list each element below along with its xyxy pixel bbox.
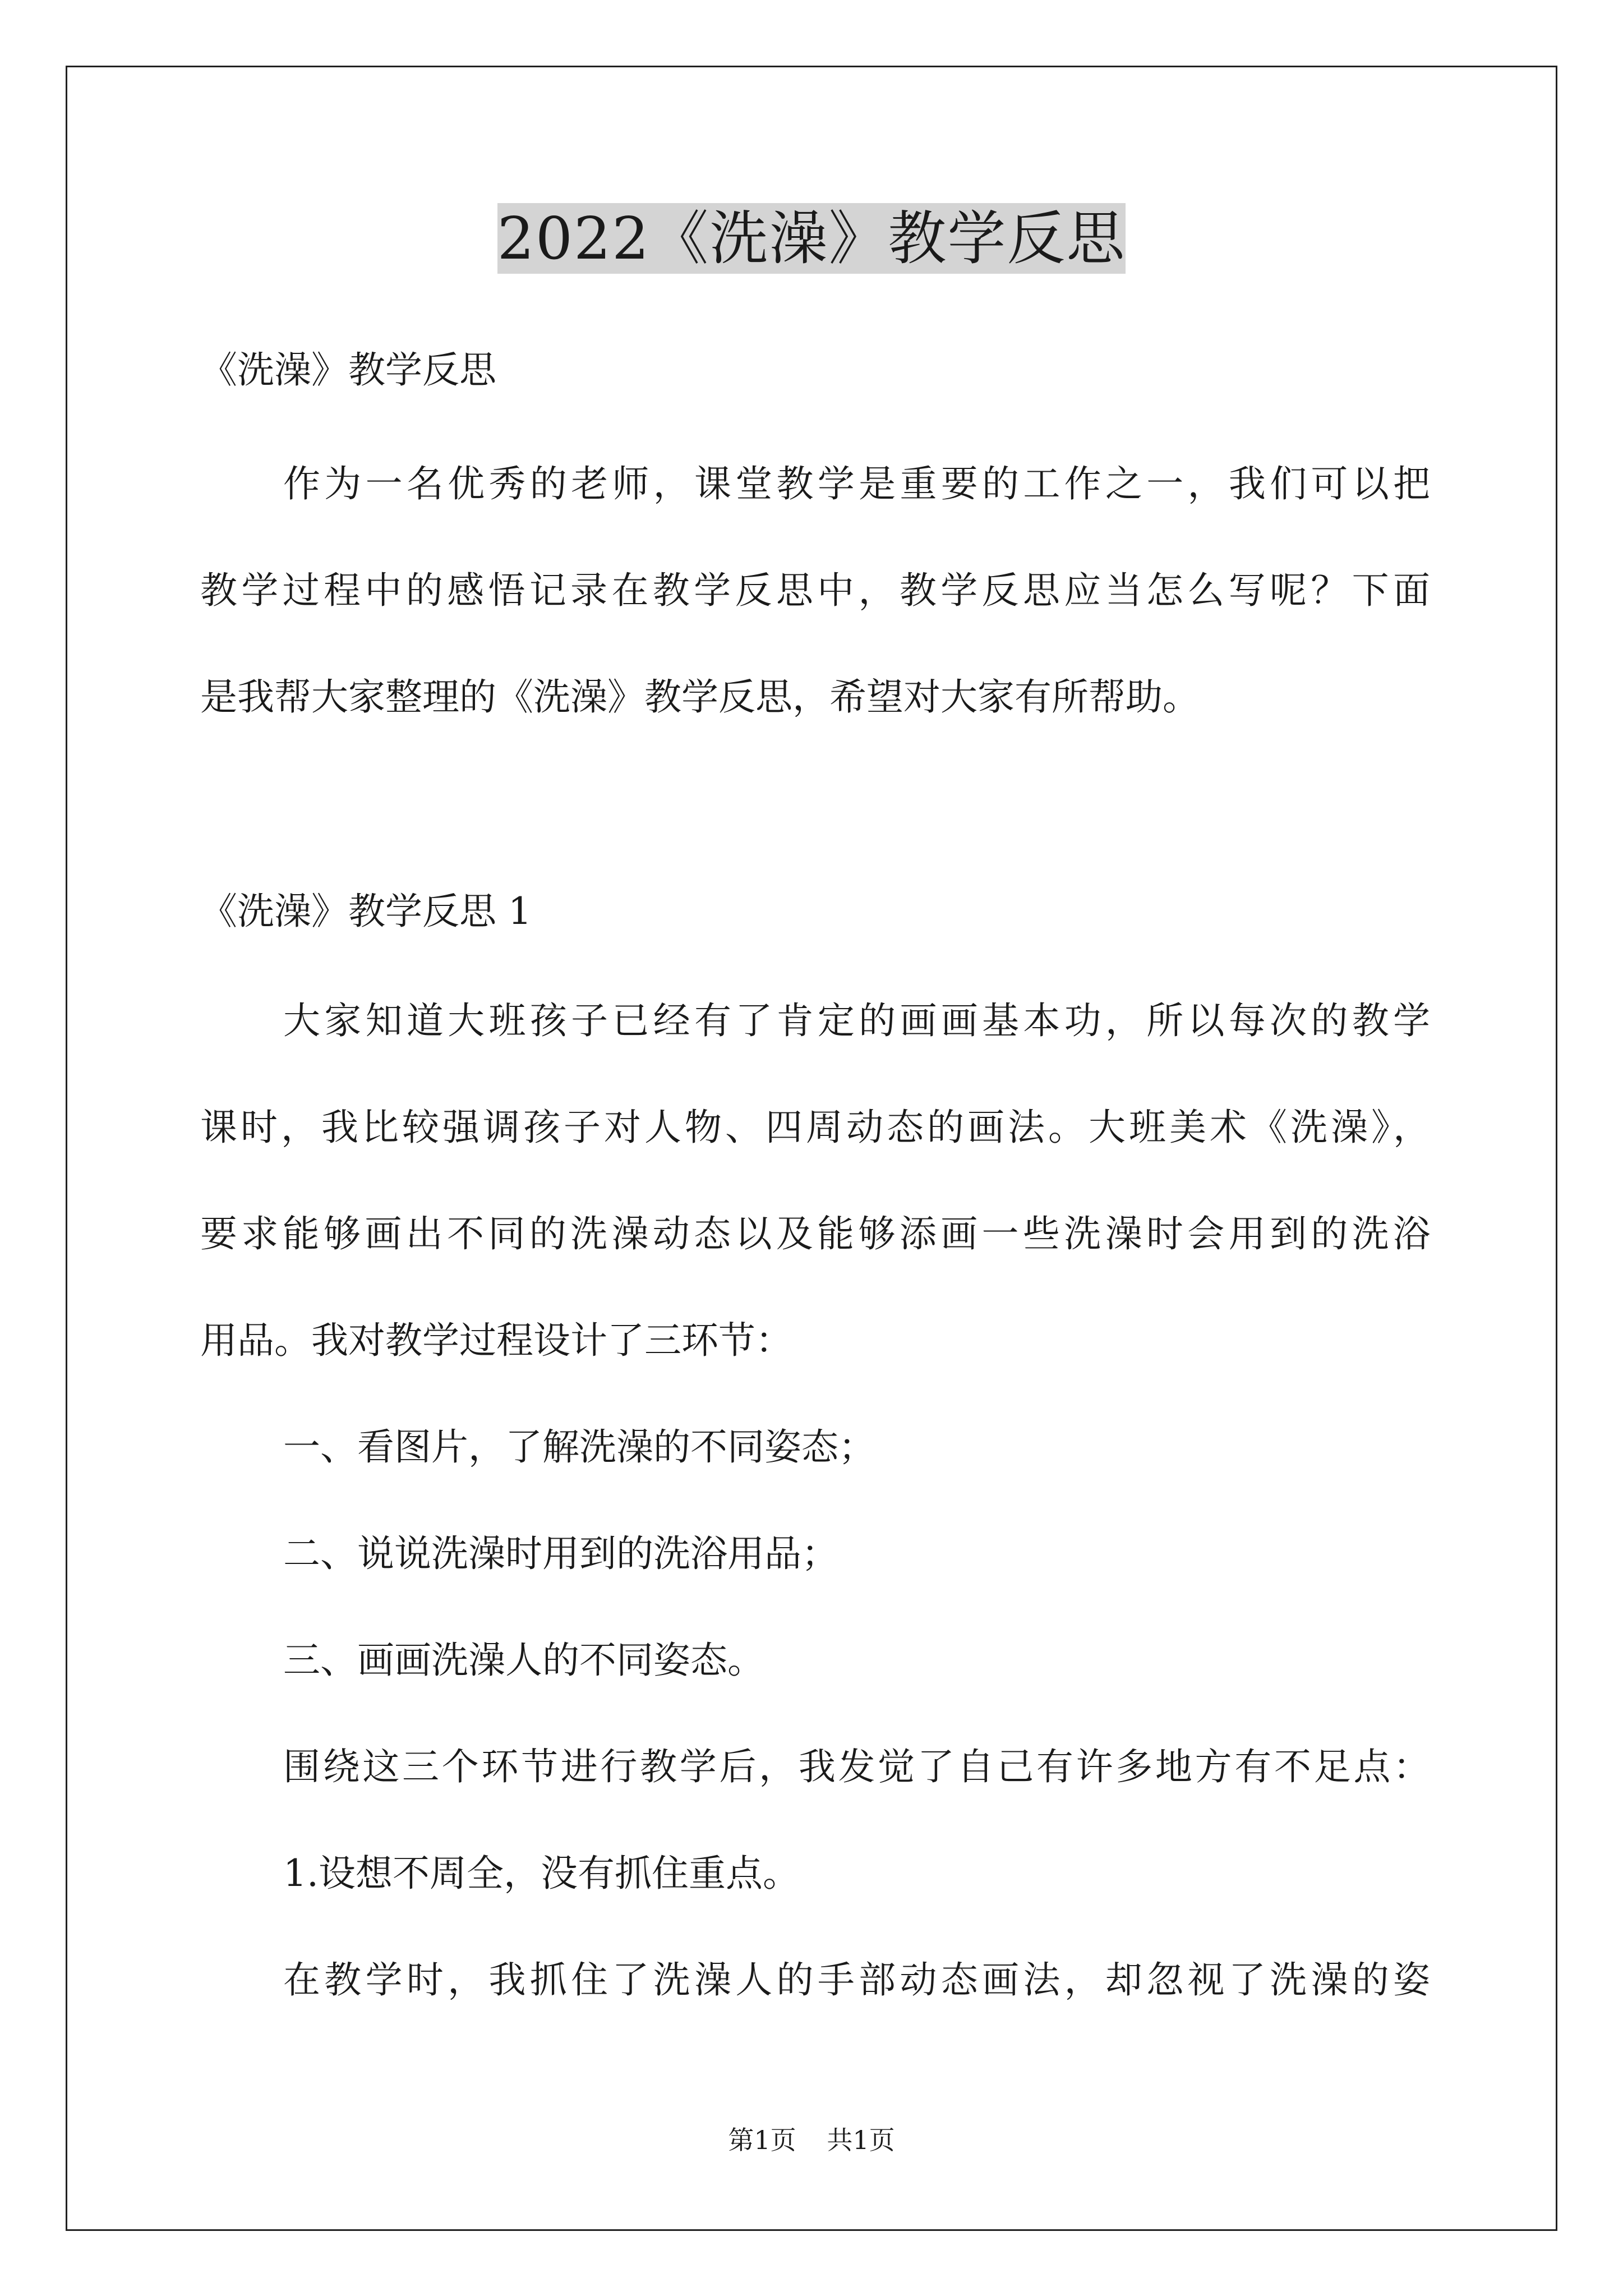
intro-line-1: 作为一名优秀的老师，课堂教学是重要的工作之一，我们可以把: [283, 462, 1430, 505]
body-line-1: 大家知道大班孩子已经有了肯定的画画基本功，所以每次的教学: [283, 999, 1430, 1042]
intro-line-3: 是我帮大家整理的《洗澡》教学反思，希望对大家有所帮助。: [200, 675, 1200, 719]
footer-page-total: 共1页: [827, 2125, 895, 2155]
step-3: 三、画画洗澡人的不同姿态。: [283, 1639, 764, 1682]
intro-line-2: 教学过程中的感悟记录在教学反思中，教学反思应当怎么写呢？下面: [200, 569, 1430, 612]
step-2: 二、说说洗澡时用到的洗浴用品；: [283, 1532, 838, 1575]
body-line-4: 用品。我对教学过程设计了三环节：: [200, 1319, 792, 1362]
document-subtitle: 《洗澡》教学反思: [200, 348, 496, 392]
point-1: 1.设想不周全，没有抓住重点。: [283, 1852, 800, 1895]
step-1: 一、看图片，了解洗澡的不同姿态；: [283, 1425, 875, 1469]
section-heading: 《洗澡》教学反思 1: [200, 890, 532, 933]
body-line-2: 课时，我比较强调孩子对人物、四周动态的画法。大班美术《洗澡》，: [200, 1106, 1430, 1149]
document-title: [0, 199, 1623, 278]
body-line-3: 要求能够画出不同的洗澡动态以及能够添画一些洗澡时会用到的洗浴: [200, 1212, 1430, 1255]
reflection-intro: 围绕这三个环节进行教学后，我发觉了自己有许多地方有不足点：: [283, 1745, 1430, 1788]
document-title-text: 2022《洗澡》教学反思: [497, 204, 1126, 273]
closing-line: 在教学时，我抓住了洗澡人的手部动态画法，却忽视了洗澡的姿: [283, 1958, 1430, 2001]
footer-page-current: 第1页: [728, 2125, 796, 2155]
page-footer: [0, 2123, 1623, 2157]
